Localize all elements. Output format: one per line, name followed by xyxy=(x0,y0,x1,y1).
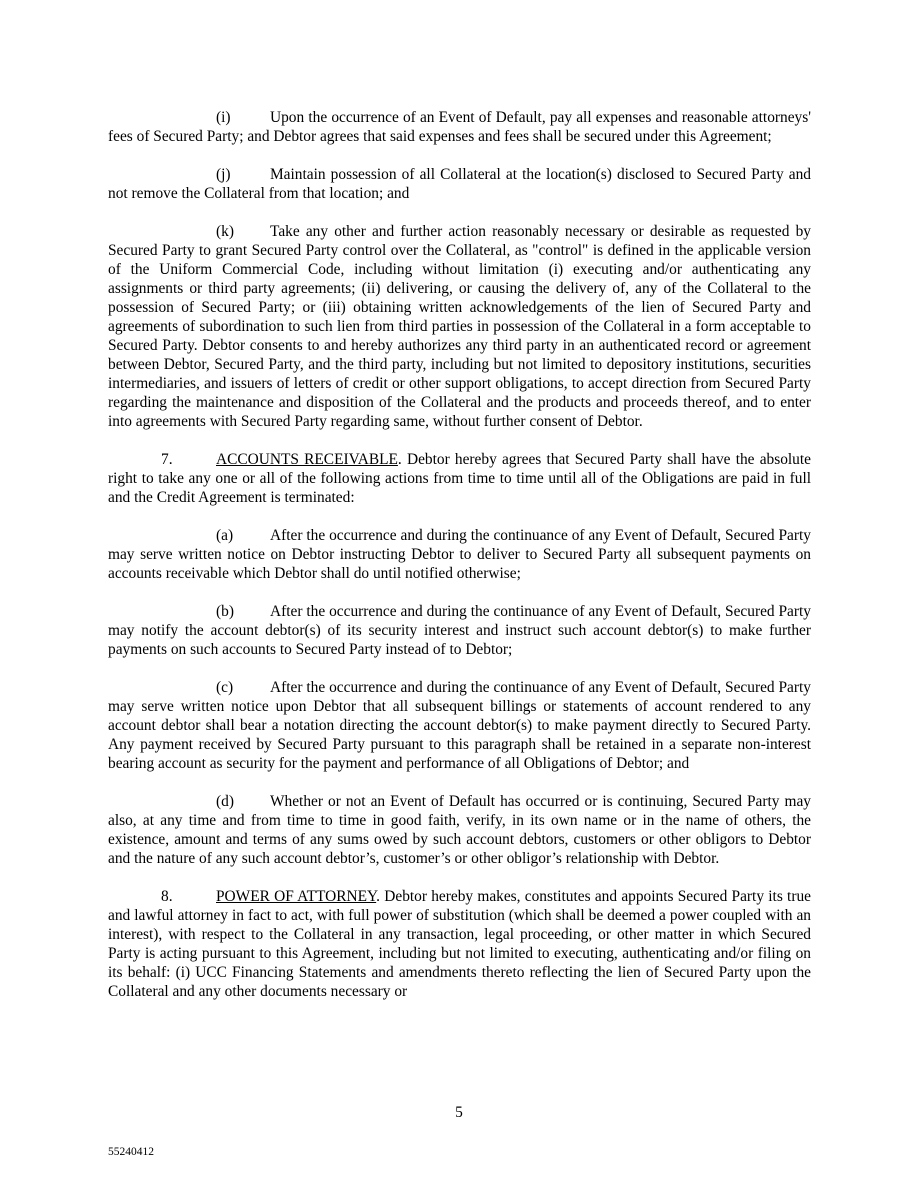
section-7-accounts-receivable xyxy=(108,450,811,507)
paragraph-a xyxy=(108,526,811,583)
paragraph-marker-j: (j) xyxy=(216,166,231,183)
paragraph-text-i: Upon the occurrence of an Event of Default, pay all expenses and reasonable attorneys' fees of Secured Party; and Debtor agrees that said expenses and fees shall be secured under this Agreement; xyxy=(108,109,811,145)
section-heading-8: POWER OF ATTORNEY xyxy=(216,888,377,905)
section-heading-7: ACCOUNTS RECEIVABLE xyxy=(216,451,398,468)
paragraph-text-b: After the occurrence and during the continuance of any Event of Default, Secured Party may notify the account debtor(s) of its security interest and instruct such account debtor(s) to make further payments on such accounts to Secured Party instead of to Debtor; xyxy=(108,603,811,658)
paragraph-marker-c: (c) xyxy=(216,679,234,696)
paragraph-text-j: Maintain possession of all Collateral at the location(s) disclosed to Secured Party and not remove the Collateral from that location; and xyxy=(108,166,811,202)
section-text-8: . Debtor hereby makes, constitutes and appoints Secured Party its true and lawful attorney in fact to act, with full power of substitution (which shall be deemed a power coupled with an interest), with respect to the Collateral in any transaction, legal proceeding, or other matter in which Secured Party is acting pursuant to this Agreement, including but not limited to executing, authenticating and/or filing on its behalf: (i) UCC Financing Statements and amendments thereto reflecting the lien of Secured Party upon the Collateral and any other documents necessary or xyxy=(108,888,811,1000)
document-id: 55240412 xyxy=(108,1146,154,1158)
paragraph-marker-d: (d) xyxy=(216,793,234,810)
paragraph-marker-b: (b) xyxy=(216,603,234,620)
section-number-7: 7. xyxy=(161,451,173,468)
paragraph-text-c: After the occurrence and during the continuance of any Event of Default, Secured Party may serve written notice upon Debtor that all subsequent billings or statements of account rendered to any account debtor shall bear a notation directing the account debtor(s) to make payment directly to Secured Party. Any payment received by Secured Party pursuant to this paragraph shall be retained in a separate non-interest bearing account as security for the payment and performance of all Obligations of Debtor; and xyxy=(108,679,811,772)
paragraph-j xyxy=(108,165,811,203)
paragraph-text-d: Whether or not an Event of Default has occurred or is continuing, Secured Party may also, at any time and from time to time in good faith, verify, in its own name or in the name of others, the existence, amount and terms of any sums owed by such account debtors, customers or other obligors to Debtor and the nature of any such account debtor’s, customer’s or other obligor’s relationship with Debtor. xyxy=(108,793,811,867)
page-number: 5 xyxy=(455,1104,463,1121)
paragraph-marker-k: (k) xyxy=(216,223,234,240)
paragraph-marker-i: (i) xyxy=(216,109,231,126)
document-body xyxy=(108,108,811,1020)
paragraph-text-k: Take any other and further action reasonably necessary or desirable as requested by Secured Party to grant Secured Party control over the Collateral, as "control" is defined in the applicable version of the Uniform Commercial Code, including without limitation (i) executing and/or authenticating any assignments or third party agreements; (ii) delivering, or causing the delivery of, any of the Collateral to the possession of Secured Party; or (iii) obtaining written acknowledgements of the lien of Secured Party and agreements of subordination to such lien from third parties in possession of the Collateral in a form acceptable to Secured Party. Debtor consents to and hereby authorizes any third party in an authenticated record or agreement between Debtor, Secured Party, and the third party, including but not limited to depository institutions, securities intermediaries, and issuers of letters of credit or other support obligations, to accept direction from Secured Party regarding the maintenance and disposition of the Collateral and the products and proceeds thereof, and to enter into agreements with Secured Party regarding same, without further consent of Debtor. xyxy=(108,223,811,430)
paragraph-text-a: After the occurrence and during the continuance of any Event of Default, Secured Party may serve written notice on Debtor instructing Debtor to deliver to Secured Party all subsequent payments on accounts receivable which Debtor shall do until notified otherwise; xyxy=(108,527,811,582)
paragraph-marker-a: (a) xyxy=(216,527,234,544)
section-text-7: . Debtor hereby agrees that Secured Party shall have the absolute right to take any one or all of the following actions from time to time until all of the Obligations are paid in full and the Credit Agreement is terminated: xyxy=(108,451,811,506)
section-8-power-of-attorney xyxy=(108,887,811,1001)
paragraph-i xyxy=(108,108,811,146)
paragraph-d xyxy=(108,792,811,868)
paragraph-k xyxy=(108,222,811,431)
paragraph-b xyxy=(108,602,811,659)
section-number-8: 8. xyxy=(161,888,173,905)
paragraph-c xyxy=(108,678,811,773)
